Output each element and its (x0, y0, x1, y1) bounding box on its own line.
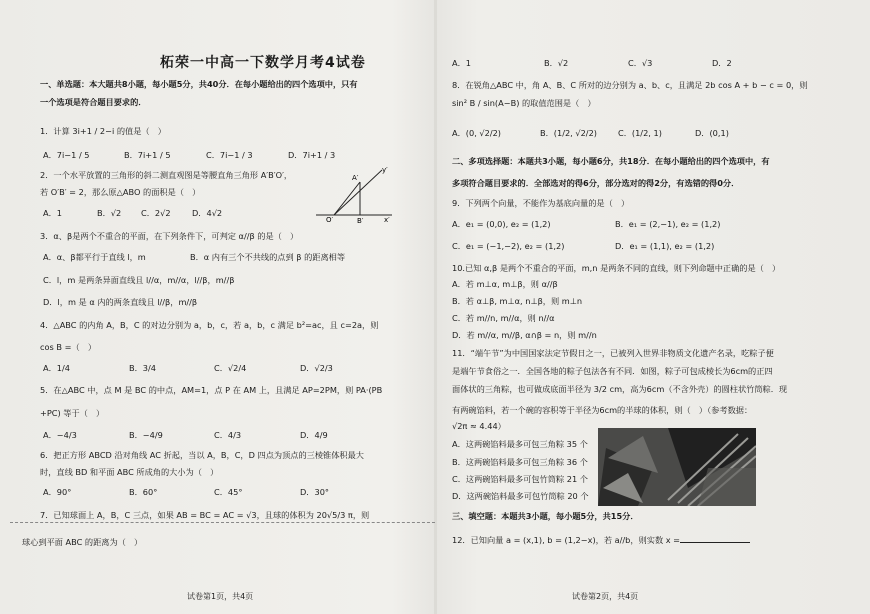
fig-label-x: x′ (384, 216, 390, 224)
right-page-footer: 试卷第2页，共4页 (572, 592, 639, 601)
q5-option-a[interactable]: A．−4/3 (43, 430, 77, 440)
q2-option-d[interactable]: D．4√2 (192, 208, 223, 218)
q9-option-d[interactable]: D．e₁ = (1,1), e₂ = (1,2) (615, 241, 715, 251)
q11-text: 11．“端午节”为中国国家法定节假日之一，已被列入世界非物质文化遗产名录，吃粽子便 (452, 348, 774, 358)
q4-text: 4．△ABC 的内角 A，B，C 的对边分别为 a，b，c，若 a，b，c 满足 b²=ac，且 c=2a，则 (40, 320, 379, 330)
q5-text: 5．在△ABC 中，点 M 是 BC 的中点，AM=1，点 P 在 AM 上，且满足 AP=2PM，则 PA·(PB (40, 385, 383, 395)
q6-text: 6．把正方形 ABCD 沿对角线 AC 折起，当以 A，B，C，D 四点为顶点的三棱锥体积最大 (40, 450, 364, 460)
q10-option-c[interactable]: C．若 m//n, m//α，则 n//α (452, 313, 555, 323)
q7-text-cont: 球心到平面 ABC 的距离为（ ） (22, 537, 143, 547)
q11-option-b[interactable]: B．这两碗馅料最多可包三角粽 36 个 (452, 457, 588, 467)
q8-option-b[interactable]: B．(1/2, √2/2) (540, 128, 597, 138)
q2-text-cont: 若 O′B′ = 2，那么原△ABO 的面积是（ ） (40, 187, 201, 197)
section2-header-cont: 多项符合题目要求的．全部选对的得6分，部分选对的得2分，有选错的得0分． (452, 178, 740, 188)
q4-option-a[interactable]: A．1/4 (43, 363, 70, 373)
q5-option-b[interactable]: B．−4/9 (129, 430, 163, 440)
q10-option-b[interactable]: B．若 α⊥β, m⊥α, n⊥β，则 m⊥n (452, 296, 583, 306)
q10-text: 10.已知 α,β 是两个不重合的平面，m,n 是两条不同的直线，则下列命题中正确的是（ ） (452, 263, 781, 273)
q12-text (452, 534, 750, 546)
q1-option-d[interactable]: D．7i+1 / 3 (288, 150, 336, 160)
q11-option-a[interactable]: A．这两碗馅料最多可包三角粽 35 个 (452, 439, 588, 449)
q11-option-c[interactable]: C．这两碗馅料最多可包竹筒粽 21 个 (452, 474, 588, 484)
divider-line (10, 522, 435, 523)
q12-answer-blank[interactable] (680, 534, 750, 543)
q7-option-d[interactable]: D．2 (712, 58, 732, 68)
section3-header: 三、填空题：本题共3小题，每小题5分，共15分． (452, 511, 639, 521)
q7-option-c[interactable]: C．√3 (628, 58, 653, 68)
fig-label-b: B′ (357, 217, 364, 224)
q2-option-c[interactable]: C．2√2 (141, 208, 171, 218)
q8-option-a[interactable]: A．(0, √2/2) (452, 128, 501, 138)
q8-option-d[interactable]: D．(0,1) (695, 128, 729, 138)
q11-text-2: 是端午节食俗之一．全国各地的粽子包法各有不同．如图，粽子可包成棱长为6cm的正四 (452, 366, 773, 376)
q5-option-c[interactable]: C．4/3 (214, 430, 242, 440)
q10-option-a[interactable]: A．若 m⊥α, m⊥β，则 α//β (452, 279, 558, 289)
exam-title: 柘荣一中高一下数学月考4试卷 (160, 55, 366, 71)
left-page-footer: 试卷第1页，共4页 (187, 592, 254, 601)
q10-option-d[interactable]: D．若 m//α, m//β, α∩β = n，则 m//n (452, 330, 597, 340)
q8-text-cont: sin² B / sin(A−B) 的取值范围是（ ） (452, 98, 596, 108)
q12-label: 12．已知向量 a = (x,1), b = (1,2−x)，若 a//b，则实数 x = (452, 535, 681, 545)
q1-text: 1．计算 3i+1 / 2−i 的值是（ ） (40, 126, 166, 136)
q7-text: 7．已知球面上 A，B，C 三点，如果 AB = BC = AC = √3，且球的体积为 20√5/3 π，则 (40, 510, 370, 520)
zongzi-photo (598, 428, 756, 506)
q11-text-4: 有两碗馅料，若一个碗的容积等于半径为6cm的半球的体积，则（ ）（参考数据： (452, 405, 753, 415)
fig-label-o: O′ (326, 216, 334, 224)
q3-option-a[interactable]: A．α、β都平行于直线 l，m (43, 252, 146, 262)
section2-header: 二、多项选择题：本题共3小题，每小题6分，共18分．在每小题给出的四个选项中，有 (452, 156, 770, 166)
q11-option-d[interactable]: D．这两碗馅料最多可包竹筒粽 20 个 (452, 491, 589, 501)
fig-label-a: A′ (352, 174, 359, 182)
q2-text: 2．一个水平放置的三角形的斜二测直观图是等腰直角三角形 A′B′O′， (40, 170, 293, 180)
q6-option-a[interactable]: A．90° (43, 487, 72, 497)
q4-option-b[interactable]: B．3/4 (129, 363, 156, 373)
section1-header-cont: 一个选项是符合题目要求的． (40, 97, 147, 107)
section1-header: 一、单选题：本大题共8小题，每小题5分，共40分．在每小题给出的四个选项中，只有 (40, 79, 358, 89)
q3-option-d[interactable]: D．l，m 是 α 内的两条直线且 l//β，m//β (43, 297, 198, 307)
q3-text: 3．α、β是两个不重合的平面，在下列条件下，可判定 α//β 的是（ ） (40, 231, 299, 241)
q1-option-c[interactable]: C．7i−1 / 3 (206, 150, 253, 160)
q4-option-c[interactable]: C．√2/4 (214, 363, 247, 373)
q5-text-cont: +PC) 等于（ ） (40, 408, 105, 418)
q1-option-a[interactable]: A．7i−1 / 5 (43, 150, 90, 160)
q8-option-c[interactable]: C．(1/2, 1) (618, 128, 662, 138)
q4-text-cont: cos B =（ ） (40, 342, 97, 352)
q6-option-c[interactable]: C．45° (214, 487, 243, 497)
q3-option-b[interactable]: B．α 内有三个不共线的点到 β 的距离相等 (190, 252, 346, 262)
q1-option-b[interactable]: B．7i+1 / 5 (124, 150, 171, 160)
q11-text-3: 面体状的三角粽，也可做成底面半径为 3/2 cm，高为6cm（不含外壳）的圆柱状竹筒粽．现 (452, 384, 788, 394)
q9-option-a[interactable]: A．e₁ = (0,0), e₂ = (1,2) (452, 219, 551, 229)
q3-option-c[interactable]: C．l，m 是两条异面直线且 l//α，m//α，l//β，m//β (43, 275, 235, 285)
q7-option-b[interactable]: B．√2 (544, 58, 569, 68)
q5-option-d[interactable]: D．4/9 (300, 430, 328, 440)
q6-option-b[interactable]: B．60° (129, 487, 158, 497)
q9-option-b[interactable]: B．e₁ = (2,−1), e₂ = (1,2) (615, 219, 721, 229)
q2-option-a[interactable]: A．1 (43, 208, 62, 218)
q4-option-d[interactable]: D．√2/3 (300, 363, 333, 373)
q7-option-a[interactable]: A．1 (452, 58, 471, 68)
q6-option-d[interactable]: D．30° (300, 487, 330, 497)
fig-label-y: y′ (382, 166, 388, 174)
q9-option-c[interactable]: C．e₁ = (−1,−2), e₂ = (1,2) (452, 241, 565, 251)
q11-text-5: √2π ≈ 4.44） (452, 421, 506, 431)
q2-option-b[interactable]: B．√2 (97, 208, 122, 218)
right-page (440, 0, 860, 614)
q6-text-cont: 时，直线 BD 和平面 ABC 所成角的大小为（ ） (40, 467, 219, 477)
q2-oblique-figure (312, 164, 396, 224)
q8-text: 8．在锐角△ABC 中，角 A、B、C 所对的边分别为 a、b、c，且满足 2b cos A + b − c = 0，则 (452, 80, 808, 90)
q9-text: 9．下列两个向量，不能作为基底向量的是（ ） (452, 198, 630, 208)
